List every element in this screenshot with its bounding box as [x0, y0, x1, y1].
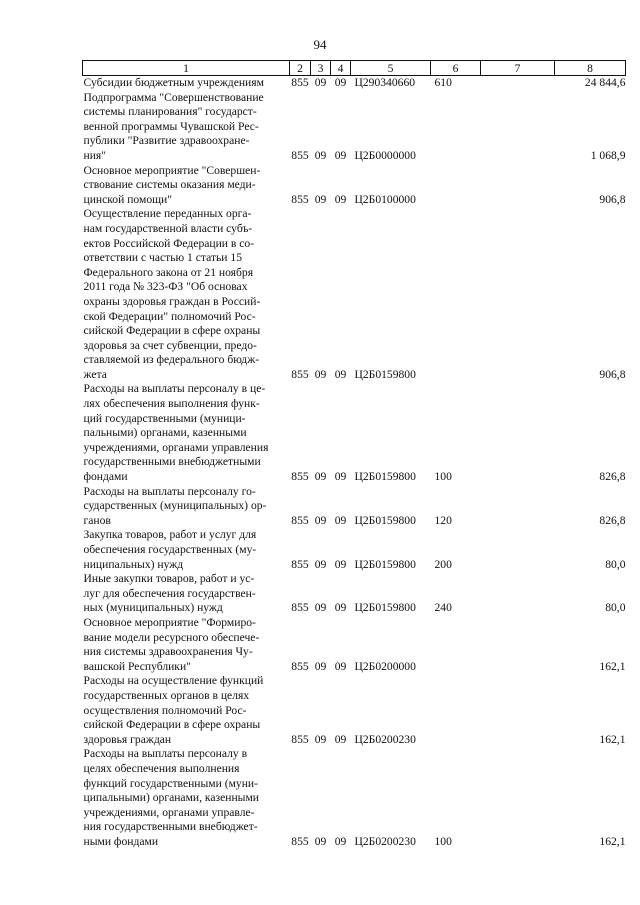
description-line: сийской Федерации в сфере охраны — [83, 718, 261, 732]
amount-value: 906,8 — [599, 192, 626, 206]
column-7-value — [481, 674, 555, 747]
description-line: цинской помощи" — [83, 192, 172, 206]
description-line: ния государственными внебюджет- — [83, 820, 258, 834]
section-code: 09 — [314, 367, 327, 381]
header-row — [83, 61, 626, 76]
row-description — [83, 485, 290, 529]
description-line: Подпрограмма "Совершенствование — [83, 90, 264, 104]
description-line: ципальными) органами, казенными — [83, 791, 259, 805]
target-article-code: Ц2Б0159800 — [354, 601, 416, 615]
row-description — [83, 91, 290, 164]
target-article-code: Ц2Б0200230 — [354, 834, 416, 848]
table-header — [83, 61, 626, 76]
amount-value: 80,0 — [605, 601, 626, 615]
table-row — [83, 485, 626, 529]
subsection-code: 09 — [334, 659, 347, 673]
subsection-code: 09 — [334, 76, 347, 89]
description-line: Федерального закона от 21 ноября — [83, 265, 254, 279]
target-article-code: Ц290340660 — [354, 76, 416, 89]
target-article-code: Ц2Б0100000 — [354, 192, 416, 206]
table-row — [83, 164, 626, 208]
section-code: 09 — [314, 148, 327, 162]
row-description — [83, 382, 290, 484]
amount-value: 826,8 — [599, 470, 626, 484]
description-line: Расходы на выплаты персоналу в це- — [83, 382, 266, 396]
description-line: ствование системы оказания меди- — [83, 178, 256, 192]
row-description — [83, 528, 290, 572]
target-article-code: Ц2Б0000000 — [354, 148, 416, 162]
expense-type-code — [431, 91, 481, 164]
description-line: учреждениями, органами управле- — [83, 805, 255, 819]
description-line: ской Федерации" полномочий Рос- — [83, 309, 256, 323]
target-article-code: Ц2Б0159800 — [354, 557, 416, 571]
description-line: вашской Республики" — [83, 659, 191, 673]
subsection-code: 09 — [334, 148, 347, 162]
row-description — [83, 674, 290, 747]
description-line: нам государственной власти субъ- — [83, 221, 253, 235]
section-code: 09 — [314, 192, 327, 206]
column-7-value — [481, 572, 555, 616]
description-line: венной программы Чувашской Рес- — [83, 119, 259, 133]
section-code: 09 — [314, 513, 327, 527]
description-line: Закупка товаров, работ и услуг для — [83, 528, 257, 542]
description-line: ных (муниципальных) нужд — [83, 601, 223, 615]
expense-type-code: 200 — [434, 557, 452, 571]
section-code: 09 — [314, 659, 327, 673]
column-header: 7 — [481, 61, 555, 76]
section-code: 09 — [314, 557, 327, 571]
expense-type-code — [431, 616, 481, 674]
grbs-code: 855 — [291, 192, 309, 206]
expense-type-code: 100 — [434, 834, 452, 848]
column-header: 6 — [431, 61, 481, 76]
column-7-value — [481, 76, 555, 91]
description-line: ния системы здравоохранения Чу- — [83, 645, 253, 659]
expense-type-code: 100 — [434, 470, 452, 484]
description-line: обеспечения государственных (му- — [83, 543, 257, 556]
table-row — [83, 76, 626, 91]
description-line: публики "Развитие здравоохране- — [83, 134, 250, 148]
description-line: системы планирования" государст- — [83, 105, 257, 119]
grbs-code: 855 — [291, 834, 309, 848]
description-line: пальными) органами, казенными — [83, 426, 247, 440]
description-line: ставляемой из федерального бюдж- — [83, 353, 260, 367]
subsection-code: 09 — [334, 834, 347, 848]
table-row — [83, 747, 626, 849]
target-article-code: Ц2Б0159800 — [354, 513, 416, 527]
description-line: жета — [83, 367, 107, 381]
description-line: вание модели ресурсного обеспече- — [83, 630, 260, 644]
description-line: сударственных (муниципальных) ор- — [83, 499, 267, 513]
column-header: 3 — [311, 61, 331, 76]
description-line: ектов Российской Федерации в со- — [83, 236, 255, 250]
expense-type-code — [431, 674, 481, 747]
table-row — [83, 382, 626, 484]
section-code: 09 — [314, 76, 327, 89]
description-line: целях обеспечения выполнения — [83, 761, 240, 775]
description-line: луг для обеспечения государствен- — [83, 586, 256, 600]
amount-value: 1 068,9 — [590, 148, 626, 162]
description-line: фондами — [83, 470, 128, 484]
description-line: ганов — [83, 513, 111, 527]
amount-value: 80,0 — [605, 557, 626, 571]
column-7-value — [481, 616, 555, 674]
table-row — [83, 528, 626, 572]
description-line: ния" — [83, 148, 106, 162]
row-description — [83, 76, 290, 91]
grbs-code: 855 — [291, 732, 309, 746]
description-line: государственными внебюджетными — [83, 455, 261, 469]
description-line: Основное мероприятие "Формиро- — [83, 615, 256, 629]
subsection-code: 09 — [334, 192, 347, 206]
description-line: ниципальных) нужд — [83, 557, 184, 571]
table-row — [83, 91, 626, 164]
description-line: функций государственными (муни- — [83, 776, 258, 790]
description-line: здоровья за счет субвенции, предо- — [83, 338, 257, 352]
grbs-code: 855 — [291, 76, 309, 89]
grbs-code: 855 — [291, 557, 309, 571]
description-line: ций государственными (муници- — [83, 411, 246, 425]
section-code: 09 — [314, 601, 327, 615]
section-code: 09 — [314, 732, 327, 746]
expense-type-code — [431, 164, 481, 208]
column-7-value — [481, 207, 555, 382]
page-number: 94 — [313, 37, 327, 52]
amount-value: 24 844,6 — [584, 76, 626, 89]
amount-value: 826,8 — [599, 513, 626, 527]
description-line: лях обеспечения выполнения функ- — [83, 397, 260, 411]
row-description — [83, 747, 290, 849]
table-row — [83, 674, 626, 747]
column-7-value — [481, 91, 555, 164]
row-description — [83, 572, 290, 616]
description-line: ответствии с частью 1 статьи 15 — [83, 251, 242, 265]
table-row — [83, 207, 626, 382]
column-7-value — [481, 485, 555, 529]
section-code: 09 — [314, 834, 327, 848]
description-line: охраны здоровья граждан в Россий- — [83, 294, 261, 308]
description-line: Расходы на выплаты персоналу в — [83, 747, 248, 761]
amount-value: 906,8 — [599, 367, 626, 381]
column-header: 4 — [331, 61, 351, 76]
table-row — [83, 572, 626, 616]
subsection-code: 09 — [334, 470, 347, 484]
amount-value: 162,1 — [599, 659, 626, 673]
grbs-code: 855 — [291, 470, 309, 484]
description-line: сийской Федерации в сфере охраны — [83, 324, 261, 338]
description-line: Осуществление переданных орга- — [83, 207, 252, 221]
description-line: Иные закупки товаров, работ и ус- — [83, 572, 255, 586]
target-article-code: Ц2Б0200230 — [354, 732, 416, 746]
column-7-value — [481, 528, 555, 572]
grbs-code: 855 — [291, 148, 309, 162]
grbs-code: 855 — [291, 513, 309, 527]
expense-type-code: 120 — [434, 513, 452, 527]
description-line: ными фондами — [83, 834, 159, 848]
grbs-code: 855 — [291, 601, 309, 615]
subsection-code: 09 — [334, 367, 347, 381]
table-row — [83, 616, 626, 674]
row-description — [83, 207, 290, 382]
row-description — [83, 616, 290, 674]
target-article-code: Ц2Б0159800 — [354, 367, 416, 381]
target-article-code: Ц2Б0200000 — [354, 659, 416, 673]
amount-value: 162,1 — [599, 732, 626, 746]
subsection-code: 09 — [334, 732, 347, 746]
column-7-value — [481, 164, 555, 208]
description-line: Расходы на осуществление функций — [83, 674, 264, 688]
description-line: Основное мероприятие "Совершен- — [83, 163, 261, 177]
table-body — [83, 76, 626, 850]
description-line: учреждениями, органами управления — [83, 440, 269, 454]
grbs-code: 855 — [291, 367, 309, 381]
subsection-code: 09 — [334, 601, 347, 615]
budget-table — [82, 60, 626, 849]
column-header: 1 — [83, 61, 290, 76]
grbs-code: 855 — [291, 659, 309, 673]
expense-type-code: 240 — [434, 601, 452, 615]
column-7-value — [481, 382, 555, 484]
expense-type-code: 610 — [434, 76, 452, 89]
description-line: Расходы на выплаты персоналу го- — [83, 484, 256, 498]
column-header: 8 — [555, 61, 626, 76]
section-code: 09 — [314, 470, 327, 484]
column-header: 5 — [351, 61, 431, 76]
description-line: Субсидии бюджетным учреждениям — [83, 76, 264, 89]
column-7-value — [481, 747, 555, 849]
subsection-code: 09 — [334, 557, 347, 571]
amount-value: 162,1 — [599, 834, 626, 848]
description-line: государственных органов в целях — [83, 688, 250, 702]
description-line: осуществления полномочий Рос- — [83, 703, 247, 717]
expense-type-code — [431, 207, 481, 382]
description-line: здоровья граждан — [83, 732, 172, 746]
row-description — [83, 164, 290, 208]
target-article-code: Ц2Б0159800 — [354, 470, 416, 484]
description-line: 2011 года № 323-ФЗ "Об основах — [83, 280, 248, 294]
subsection-code: 09 — [334, 513, 347, 527]
column-header: 2 — [290, 61, 311, 76]
